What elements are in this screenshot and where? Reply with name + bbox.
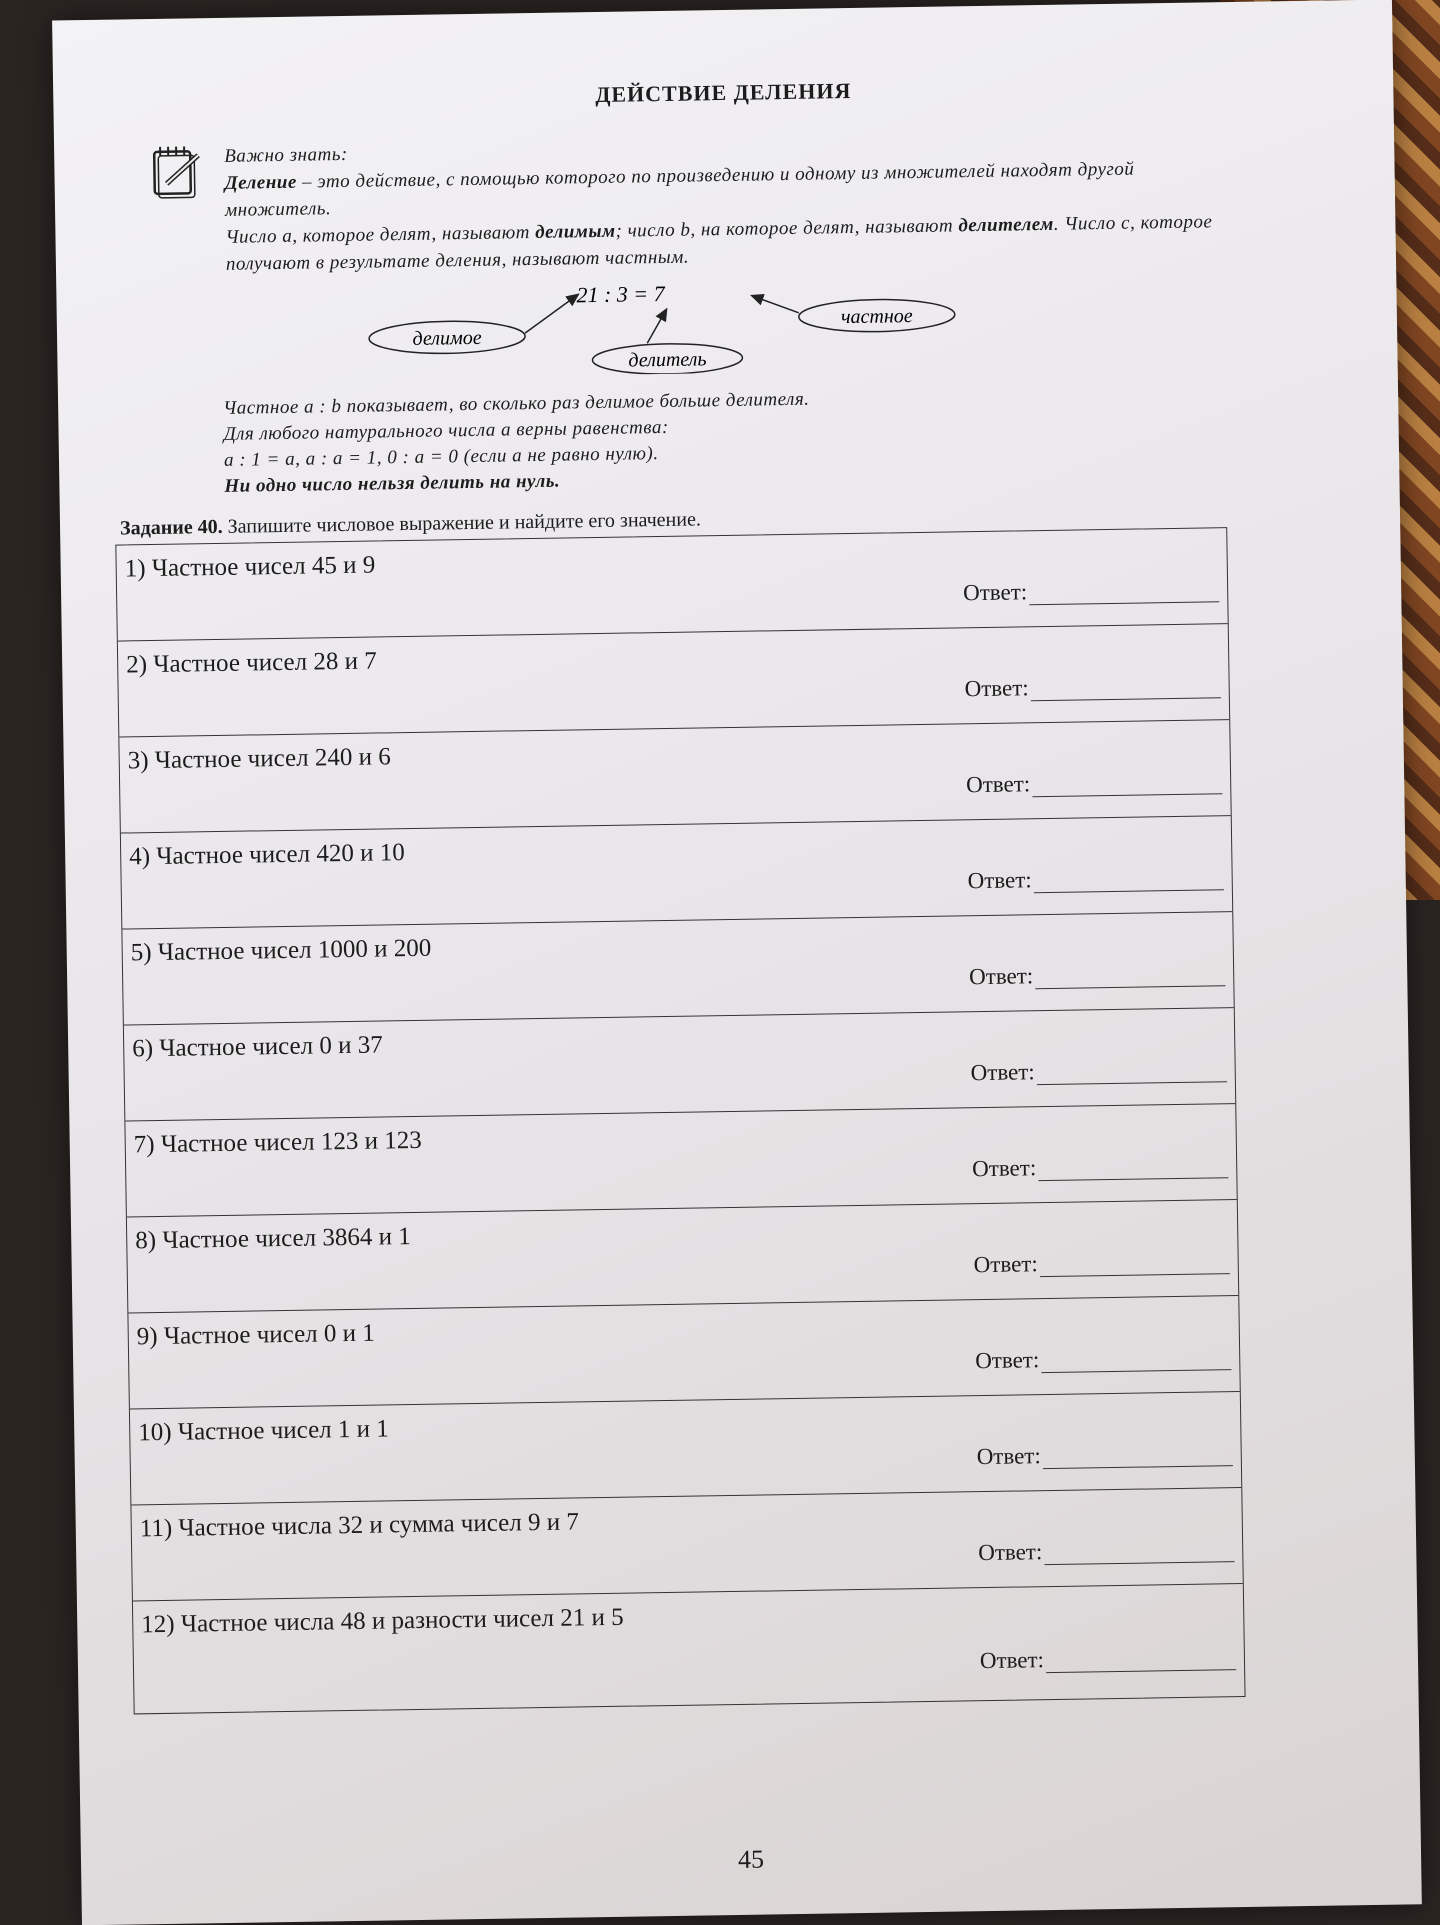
answer-field[interactable]	[972, 1152, 1228, 1182]
answer-field[interactable]	[980, 1644, 1236, 1674]
term-division: Деление	[224, 172, 296, 194]
task-row	[127, 1200, 1238, 1313]
answer-label: Ответ:	[977, 1443, 1041, 1470]
task-question: 12) Частное числа 48 и разности чисел 21 и 5	[141, 1604, 624, 1640]
answer-line[interactable]	[1044, 1539, 1234, 1565]
task-label: Задание 40.	[120, 516, 223, 540]
quotient-arrow	[751, 295, 798, 314]
answer-table	[115, 527, 1245, 1714]
rule-2: Для любого натурального числа a верны равенства:	[223, 406, 1223, 448]
task-question: 7) Частное чисел 123 и 123	[134, 1127, 422, 1160]
answer-line[interactable]	[1029, 579, 1219, 605]
task-question: 9) Частное чисел 0 и 1	[137, 1320, 375, 1352]
dividend-arrow	[524, 294, 579, 333]
task-row	[122, 912, 1233, 1025]
answer-label: Ответ:	[964, 675, 1028, 702]
answer-field[interactable]	[970, 1056, 1226, 1086]
answer-line[interactable]	[1035, 963, 1225, 989]
answer-line[interactable]	[1038, 1155, 1228, 1181]
divisor-label: делитель	[628, 348, 706, 371]
term-dividend: делимым	[535, 221, 616, 243]
info-box	[224, 127, 1226, 278]
task-row	[116, 528, 1227, 641]
task-row	[131, 1488, 1242, 1601]
answer-label: Ответ:	[972, 1155, 1036, 1182]
definition-text: – это действие, с помощью которого по произведению и одному из множителей находят другой множитель.	[225, 159, 1135, 221]
rule-1: Частное a : b показывает, во сколько раз делимое больше делителя.	[223, 380, 1223, 422]
answer-line[interactable]	[1032, 771, 1222, 797]
answer-field[interactable]	[977, 1440, 1233, 1470]
worksheet-page	[52, 0, 1422, 1925]
notepad-pencil-icon	[150, 143, 203, 200]
answer-label: Ответ:	[980, 1647, 1044, 1674]
answer-field[interactable]	[973, 1248, 1229, 1278]
answer-label: Ответ:	[978, 1539, 1042, 1566]
quotient-label: частное	[841, 305, 913, 328]
terms-text-3: . Число c, которое получают в результате деления, называют частным.	[226, 211, 1213, 274]
answer-label: Ответ:	[975, 1347, 1039, 1374]
answer-line[interactable]	[1041, 1347, 1231, 1373]
rule-4: Ни одно число нельзя делить на нуль.	[224, 458, 1224, 500]
task-row	[119, 720, 1230, 833]
answer-label: Ответ:	[966, 771, 1030, 798]
answer-label: Ответ:	[970, 1059, 1034, 1086]
task-question: 8) Частное чисел 3864 и 1	[135, 1223, 411, 1255]
task-row	[121, 816, 1232, 929]
answer-label: Ответ:	[973, 1251, 1037, 1278]
terms-text-2: ; число b, на которое делят, называют	[615, 215, 958, 241]
answer-label: Ответ:	[967, 867, 1031, 894]
task-row	[128, 1296, 1239, 1409]
page-number: 45	[81, 1834, 1421, 1885]
answer-line[interactable]	[1043, 1443, 1233, 1469]
answer-field[interactable]	[964, 672, 1220, 702]
answer-line[interactable]	[1040, 1251, 1230, 1277]
task-row	[133, 1584, 1245, 1713]
answer-field[interactable]	[969, 960, 1225, 990]
diagram-expression: 21 : 3 = 7	[576, 281, 666, 307]
task-row	[130, 1392, 1241, 1505]
answer-line[interactable]	[1034, 867, 1224, 893]
division-rules	[223, 380, 1225, 500]
info-heading: Важно знать:	[224, 127, 1224, 170]
task-question: 5) Частное чисел 1000 и 200	[131, 935, 432, 968]
task-instruction: Запишите числовое выражение и найдите его значение.	[222, 508, 701, 538]
answer-field[interactable]	[975, 1344, 1231, 1374]
task-heading	[120, 508, 701, 540]
task-row	[124, 1008, 1235, 1121]
task-question: 6) Частное чисел 0 и 37	[132, 1031, 383, 1063]
task-question: 10) Частное чисел 1 и 1	[138, 1415, 389, 1447]
answer-field[interactable]	[966, 768, 1222, 798]
answer-line[interactable]	[1046, 1647, 1236, 1673]
term-divisor: делителем	[958, 214, 1054, 236]
answer-field[interactable]	[967, 864, 1223, 894]
task-question: 4) Частное чисел 420 и 10	[129, 839, 405, 871]
task-row	[118, 624, 1229, 737]
rule-3: a : 1 = a, a : a = 1, 0 : a = 0 (если a не равно нулю).	[224, 432, 1224, 474]
task-question: 3) Частное чисел 240 и 6	[128, 743, 391, 775]
answer-line[interactable]	[1037, 1059, 1227, 1085]
dividend-label: делимое	[412, 327, 482, 350]
answer-field[interactable]	[978, 1536, 1234, 1566]
page-title: ДЕЙСТВИЕ ДЕЛЕНИЯ	[53, 69, 1393, 116]
task-question: 1) Частное чисел 45 и 9	[124, 552, 375, 584]
task-question: 11) Частное числа 32 и сумма чисел 9 и 7	[140, 1508, 579, 1543]
answer-line[interactable]	[1031, 675, 1221, 701]
answer-field[interactable]	[963, 576, 1219, 606]
terms-text-1: Число a, которое делят, называют	[225, 222, 535, 248]
divisor-arrow	[647, 309, 668, 343]
division-diagram	[366, 274, 987, 379]
answer-label: Ответ:	[963, 579, 1027, 606]
answer-label: Ответ:	[969, 963, 1033, 990]
task-question: 2) Частное чисел 28 и 7	[126, 648, 377, 680]
task-row	[125, 1104, 1236, 1217]
